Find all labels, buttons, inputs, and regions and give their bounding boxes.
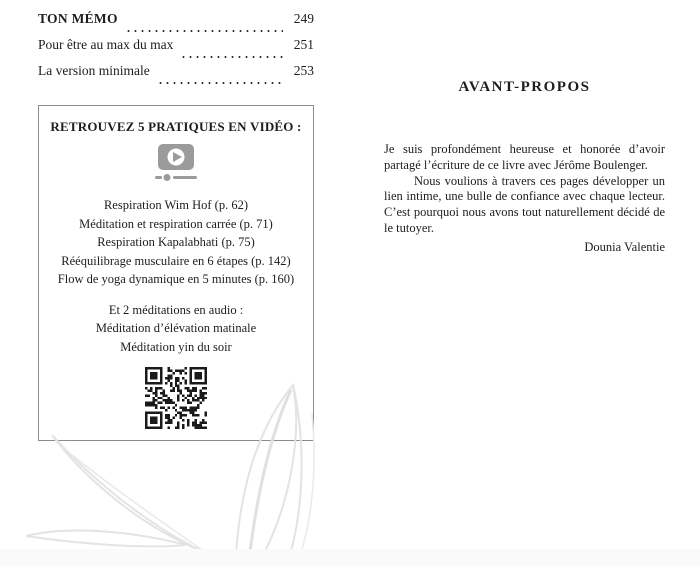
page-bottom-edge (0, 549, 700, 566)
author-signature: Dounia Valentie (584, 239, 665, 254)
video-practices-box (38, 105, 314, 441)
toc-entry-page-number: 251 (293, 37, 314, 52)
toc-entry-page-number: 253 (293, 63, 314, 78)
table-of-contents (38, 11, 314, 89)
toc-entry-page-number: 249 (293, 11, 314, 26)
audio-item: Méditation yin du soir (120, 339, 232, 354)
toc-entry (38, 63, 314, 89)
paragraph: Nous voulions à travers ces pages développer un lien intime, une bulle de confiance avec chaque lecteur. C’est pourquoi nous avons tout naturellement décidé de le tutoyer. (384, 173, 665, 235)
dot-leader (125, 29, 283, 33)
practice-item: Respiration Kapalabhati (p. 75) (97, 235, 255, 249)
practice-item: Rééquilibrage musculaire en 6 étapes (p. 142) (61, 253, 291, 268)
qr-code (39, 367, 313, 434)
practice-item: Respiration Wim Hof (p. 62) (103, 198, 249, 212)
video-player-icon (39, 144, 313, 189)
toc-entry-label: Pour être au max du max (38, 37, 174, 52)
audio-item: Méditation d’élévation matinale (95, 321, 257, 335)
toc-entry (38, 11, 314, 37)
paragraph: Je suis profondément heureuse et honorée d’avoir partagé l’écriture de ce livre avec Jérôme Boulenger. (384, 142, 665, 172)
video-practices-list (39, 196, 313, 289)
practice-item: Flow de yoga dynamique en 5 minutes (p. 160) (57, 272, 295, 286)
video-box-title: RETROUVEZ 5 PRATIQUES EN VIDÉO : (50, 119, 302, 134)
toc-entry (38, 37, 314, 63)
toc-entry-label: TON MÉMO (38, 11, 118, 26)
audio-meditations-list (39, 301, 313, 357)
audio-intro: Et 2 méditations en audio : (108, 302, 244, 317)
toc-entry-label: La version minimale (38, 63, 150, 78)
dot-leader (157, 81, 283, 85)
foreword-text (384, 142, 665, 256)
chapter-heading: AVANT-PROPOS (458, 79, 591, 95)
practice-item: Méditation et respiration carrée (p. 71) (79, 216, 273, 231)
dot-leader (180, 55, 283, 59)
